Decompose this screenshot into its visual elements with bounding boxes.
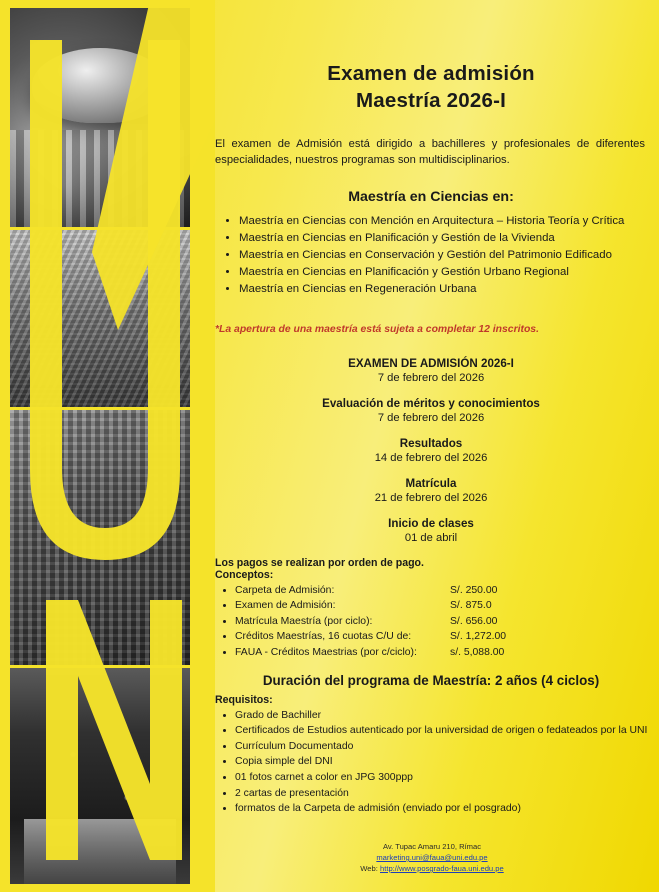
- requirements-list: [211, 708, 651, 817]
- payment-amount: S/. 875.0: [450, 600, 492, 612]
- content-column: [205, 0, 659, 892]
- date-block: [211, 437, 651, 464]
- date-value: 01 de abril: [404, 531, 458, 544]
- list-item: • formatos de la Carpeta de admisión (enviado por el posgrado): [235, 801, 651, 817]
- date-value: 14 de febrero del 2026: [374, 451, 488, 464]
- payment-label: • FAUA - Créditos Maestrias (por c/ciclo):: [235, 646, 417, 658]
- footer-web-link[interactable]: http://www.posgrado-faua.uni.edu.pe: [380, 864, 504, 873]
- date-title: EXAMEN DE ADMISIÓN 2026-I: [348, 356, 514, 370]
- payment-amount: S/. 656.00: [450, 615, 498, 627]
- date-value: 21 de febrero del 2026: [374, 491, 488, 504]
- date-value: 7 de febrero del 2026: [377, 411, 485, 424]
- list-item: • Maestría en Ciencias en Planificación y Gestión Urbano Regional: [239, 264, 651, 280]
- list-item: • 2 cartas de presentación: [235, 786, 651, 802]
- payments-note: Los pagos se realizan por orden de pago.: [215, 556, 424, 569]
- payment-label: • Examen de Admisión:: [235, 600, 336, 612]
- page-title: [211, 60, 651, 114]
- date-block: [211, 397, 651, 424]
- photo-city-aerial: [10, 410, 190, 668]
- footer-web-label: Web:: [360, 864, 378, 873]
- payment-row: [235, 598, 651, 614]
- payment-amount: S/. 1,272.00: [450, 631, 507, 643]
- intro-paragraph: El examen de Admisión está dirigido a bachilleres y profesionales de diferentes especialidades, nuestros programas son multidisciplinarios.: [215, 138, 645, 167]
- list-item: • Maestría en Ciencias con Mención en Arquitectura – Historia Teoría y Crítica: [239, 213, 651, 229]
- list-item: • Maestría en Ciencias en Regeneración Urbana: [239, 281, 651, 297]
- payments-heading: Conceptos:: [215, 568, 274, 581]
- photo-interior-night: [10, 668, 190, 884]
- payment-amount: S/. 250.00: [450, 584, 498, 596]
- payment-row: [235, 614, 651, 630]
- payment-label: • Carpeta de Admisión:: [235, 584, 335, 596]
- date-block: [211, 517, 651, 544]
- date-title: Matrícula: [405, 476, 457, 490]
- payment-label: • Matrícula Maestría (por ciclo):: [235, 615, 373, 627]
- program-duration: Duración del programa de Maestría: 2 años (4 ciclos): [262, 672, 600, 688]
- list-item: • Copia simple del DNI: [235, 754, 651, 770]
- list-item: • Currículum Documentado: [235, 739, 651, 755]
- date-value: 7 de febrero del 2026: [377, 371, 485, 384]
- programs-list: [211, 213, 651, 298]
- payments-list: [211, 583, 651, 661]
- title-line-1: Examen de admisión: [327, 62, 535, 85]
- dates-section: [211, 357, 651, 544]
- payment-row: [235, 629, 651, 645]
- payment-amount: s/. 5,088.00: [450, 646, 505, 658]
- photo-architecture-model: [10, 8, 190, 230]
- date-block: [211, 357, 651, 384]
- footer-address: Av. Tupac Amaru 210, Rímac: [382, 842, 482, 851]
- date-title: Evaluación de méritos y conocimientos: [322, 396, 540, 410]
- list-item: • Certificados de Estudios autenticado por la universidad de origen o fedateados por la UNI: [235, 723, 651, 739]
- payment-row: [235, 645, 651, 661]
- list-item: • 01 fotos carnet a color en JPG 300ppp: [235, 770, 651, 786]
- date-title: Inicio de clases: [388, 516, 474, 530]
- payment-label: • Créditos Maestrías, 16 cuotas C/U de:: [235, 631, 412, 643]
- list-item: • Maestría en Ciencias en Planificación y Gestión de la Vivienda: [239, 230, 651, 246]
- date-block: [211, 477, 651, 504]
- requirements-heading: Requisitos:: [215, 693, 273, 706]
- photo-facade-pattern: [10, 230, 190, 410]
- opening-note: *La apertura de una maestría está sujeta a completar 12 inscritos.: [215, 323, 539, 335]
- list-item: • Grado de Bachiller: [235, 708, 651, 724]
- date-title: Resultados: [399, 436, 463, 450]
- photo-column: [10, 8, 190, 884]
- footer: [205, 841, 659, 874]
- list-item: • Maestría en Ciencias en Conservación y Gestión del Patrimonio Edificado: [239, 247, 651, 263]
- title-line-2: Maestría 2026-I: [355, 89, 506, 113]
- programs-heading: Maestría en Ciencias en:: [348, 188, 514, 205]
- payment-row: [235, 583, 651, 599]
- footer-email[interactable]: marketing.uni@faua@uni.edu.pe: [376, 853, 488, 862]
